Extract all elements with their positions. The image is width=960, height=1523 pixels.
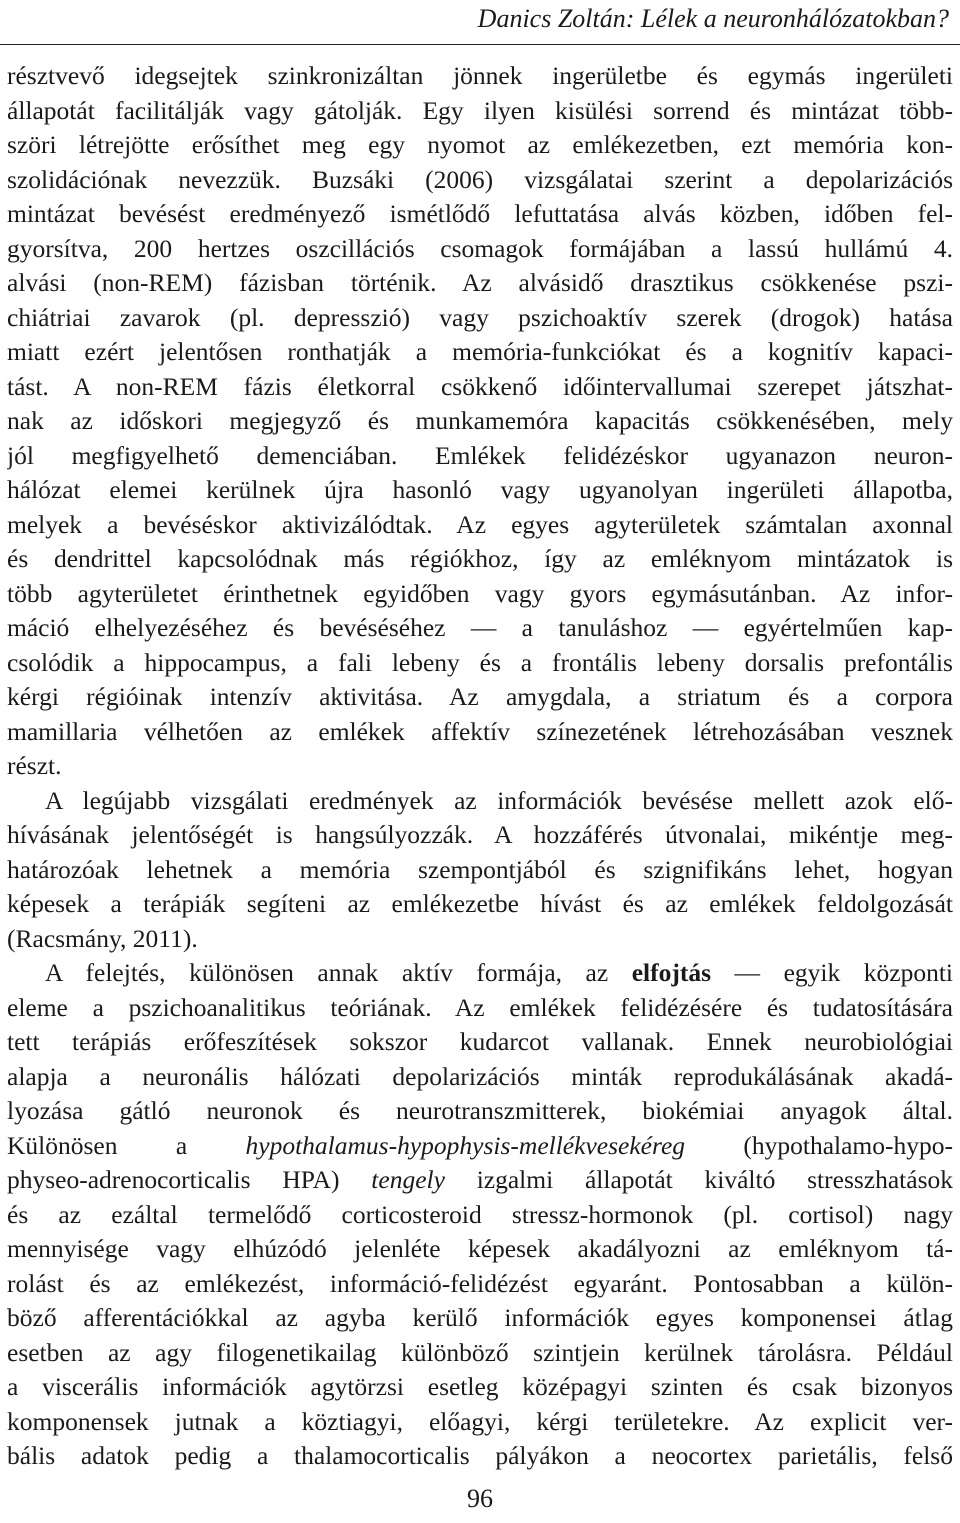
text-line: mennyisége vagy elhúzódó jelenléte képesek akadályozni az emléknyom tá-: [7, 1234, 953, 1263]
text-line: alapja a neuronális hálózati depolarizációs minták reprodukálásának akadá-: [7, 1061, 953, 1091]
body-text: [7, 59, 953, 1474]
text-line: és az ezáltal termelődő corticosteroid stressz-hormonok (pl. cortisol) nagy: [7, 1199, 953, 1229]
text-line: állapotát facilitálják vagy gátolják. Egy ilyen kisülési sorrend és mintázat több-: [7, 95, 953, 125]
text-run: A felejtés, különösen annak aktív formája, az: [45, 958, 632, 987]
text-line: bális adatok pedig a thalamocorticalis pályákon a neocortex parietális, felső: [7, 1441, 953, 1470]
text-line: szöri létrejötte erősíthet meg egy nyomot az emlékezetben, ezt memória kon-: [7, 130, 953, 159]
paragraph-start-line: [7, 956, 953, 991]
text-line: máció elhelyezéséhez és bevéséséhez — a tanuláshoz — egyértelműen kap-: [7, 613, 953, 642]
text-line: csolódik a hippocampus, a fali lebeny és a frontális lebeny dorsalis prefontális: [7, 647, 953, 677]
text-line: böző afferentációkkal az agyba kerülő információk egyes komponensei átlag: [7, 1303, 953, 1332]
text-line: [7, 1129, 953, 1164]
text-line: hálózat elemei kerülnek újra hasonló vagy ugyanolyan ingerületi állapotba,: [7, 475, 953, 504]
text-line: képesek a terápiák segíteni az emlékezetbe hívást és az emlékek feldolgozását: [7, 889, 953, 918]
text-line: chiátriai zavarok (pl. depresszió) vagy pszichoaktív szerek (drogok) hatása: [7, 302, 953, 332]
text-line: hívásának jelentőségét is hangsúlyozzák. A hozzáférés útvonalai, mikéntje meg-: [7, 820, 953, 849]
text-line: jól megfigyelhető demenciában. Emlékek felidézéskor ugyanazon neuron-: [7, 440, 953, 470]
text-line: (Racsmány, 2011).: [7, 923, 198, 953]
text-run: Különösen a: [7, 1130, 246, 1160]
text-line: a viscerális információk agytörzsi esetleg középagyi szinten és csak bizonyos: [7, 1372, 953, 1401]
text-line: lyozása gátló neuronok és neurotranszmitterek, biokémiai anyagok által.: [7, 1096, 953, 1125]
text-line: melyek a bevéséskor aktivizálódtak. Az egyes agyterületek számtalan axonnal: [7, 509, 953, 539]
text-line: mintázat bevésést eredményező ismétlődő lefuttatása alvás közben, időben fel-: [7, 199, 953, 228]
text-line: miatt ezért jelentősen ronthatják a memória-funkciókat és a kognitív kapaci-: [7, 337, 953, 366]
text-line: kérgi régióinak intenzív aktivitása. Az amygdala, a striatum és a corpora: [7, 682, 953, 711]
text-run: (hypothalamo-hypo-: [685, 1130, 953, 1160]
text-line: esetben az agy filogenetikailag különböző szintjein kerülnek tárolásra. Például: [7, 1337, 953, 1367]
text-line: tett terápiás erőfeszítések sokszor kudarcot vallanak. Ennek neurobiológiai: [7, 1027, 953, 1056]
text-line: rolást és az emlékezést, információ-felidézést egyaránt. Pontosabban a külön-: [7, 1268, 953, 1298]
italic-term: tengely: [371, 1165, 445, 1194]
text-run: izgalmi állapotát kiváltó stresszhatások: [444, 1165, 953, 1194]
page-number: 96: [467, 1484, 493, 1513]
text-line: és dendrittel kapcsolódnak más régiókhoz, így az emléknyom mintázatok is: [7, 544, 953, 573]
text-run: — egyik központi: [711, 958, 953, 987]
text-line: gyorsítva, 200 hertzes oszcillációs csomagok formájában a lassú hullámú 4.: [7, 233, 953, 263]
paragraph-start-line: A legújabb vizsgálati eredmények az információk bevésése mellett azok elő-: [45, 785, 953, 815]
running-head-text: Danics Zoltán: Lélek a neuronhálózatokban?: [477, 4, 949, 33]
running-head: [0, 0, 960, 45]
bold-term: elfojtás: [631, 958, 712, 987]
text-line: határozóak lehetnek a memória szempontjából és szignifikáns lehet, hogyan: [7, 854, 953, 884]
text-line: [7, 1163, 953, 1198]
text-line: több agyterületet érinthetnek egyidőben vagy gyors egymásutánban. Az infor-: [7, 578, 953, 608]
text-line: tást. A non-REM fázis életkorral csökkenő időintervallumai szerepet játszhat-: [7, 371, 953, 401]
text-run: physeo-adrenocorticalis HPA): [7, 1165, 372, 1194]
text-line: nak az időskori megjegyző és munkamemóra kapacitás csökkenésében, mely: [7, 406, 953, 435]
text-line: eleme a pszichoanalitikus teóriának. Az emlékek felidézésére és tudatosítására: [7, 992, 953, 1022]
text-line: mamillaria vélhetően az emlékek affektív színezetének létrehozásában vesznek: [7, 716, 953, 746]
text-line: résztvevő idegsejtek szinkronizáltan jönnek ingerületbe és egymás ingerületi: [7, 61, 953, 90]
text-line: komponensek jutnak a köztiagyi, előagyi, kérgi területekre. Az explicit ver-: [7, 1406, 953, 1436]
text-line: részt.: [7, 751, 62, 780]
text-line: szolidációnak nevezzük. Buzsáki (2006) vizsgálatai szerint a depolarizációs: [7, 164, 953, 194]
italic-term: hypothalamus-hypophysis-mellékvesekéreg: [245, 1130, 686, 1160]
text-line: alvási (non-REM) fázisban történik. Az alvásidő drasztikus csökkenése pszi-: [7, 268, 953, 297]
